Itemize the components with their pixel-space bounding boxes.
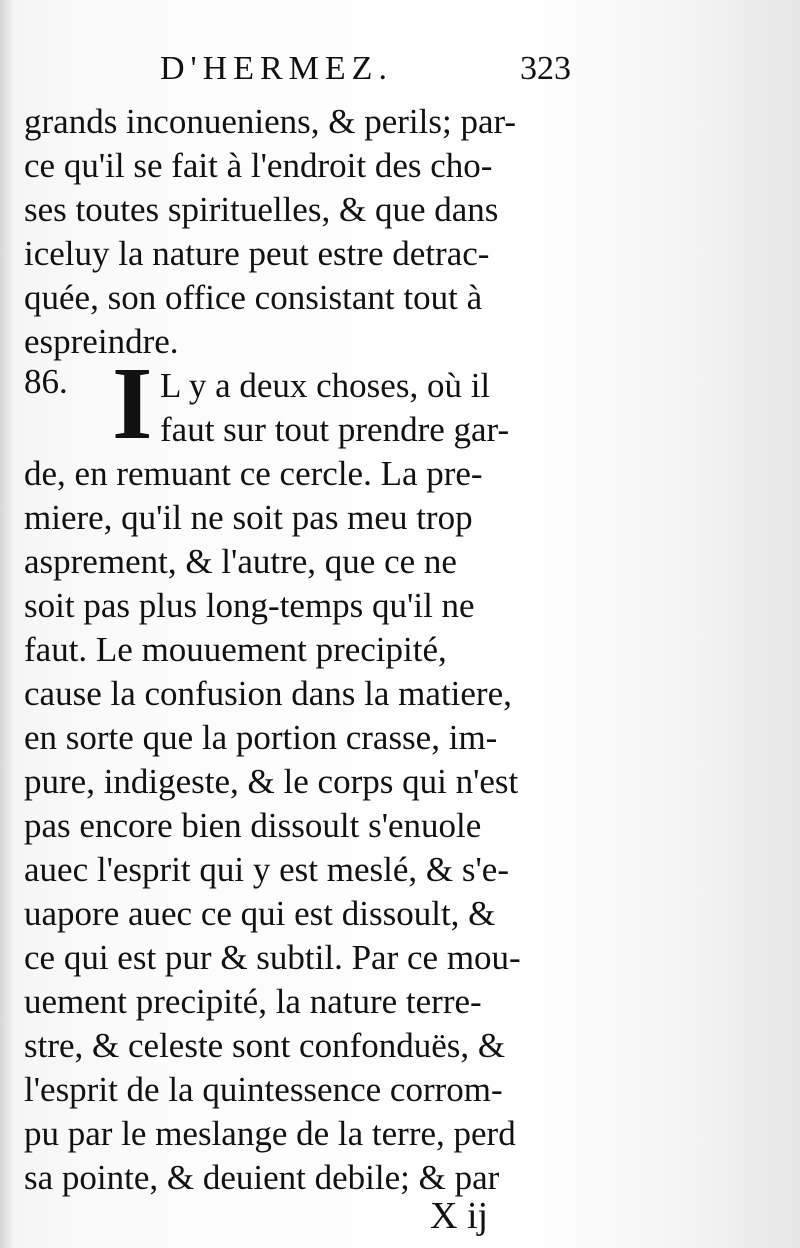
- page-gutter-shadow: [0, 0, 14, 1248]
- running-title: D'HERMEZ.: [160, 50, 393, 87]
- text-line: stre, & celeste sont confonduës, &: [24, 1026, 506, 1065]
- text-line: uapore auec ce qui est dissoult, &: [24, 894, 496, 933]
- text-line: ce qui est pur & subtil. Par ce mou-: [24, 938, 521, 977]
- text-line: asprement, & l'autre, que ce ne: [24, 542, 457, 581]
- text-line: miere, qu'il ne soit pas meu trop: [24, 498, 473, 537]
- text-line: ce qu'il se fait à l'endroit des cho-: [24, 146, 493, 185]
- text-line: faut. Le mouuement precipité,: [24, 630, 447, 669]
- text-line: uement precipité, la nature terre-: [24, 982, 482, 1021]
- text-line: pas encore bien dissoult s'enuole: [24, 806, 482, 845]
- text-line: espreindre.: [24, 322, 179, 361]
- page-header: [0, 50, 800, 94]
- text-line: pu par le meslange de la terre, perd: [24, 1114, 516, 1153]
- page-number: 323: [520, 50, 571, 87]
- text-line: cause la confusion dans la matiere,: [24, 674, 512, 713]
- text-line: quée, son office consistant tout à: [24, 278, 483, 317]
- text-line: auec l'esprit qui y est meslé, & s'e-: [24, 850, 509, 889]
- drop-capital: I: [112, 346, 153, 461]
- text-line: de, en remuant ce cercle. La pre-: [24, 454, 483, 493]
- signature-mark: X ij: [430, 1195, 489, 1237]
- text-line: iceluy la nature peut estre detrac-: [24, 234, 490, 273]
- paragraph-number: 86.: [24, 362, 68, 401]
- text-line: faut sur tout prendre gar-: [160, 410, 510, 449]
- text-line: grands inconueniens, & perils; par-: [24, 102, 517, 141]
- text-line: l'esprit de la quintessence corrom-: [24, 1070, 503, 1109]
- text-line: sa pointe, & deuient debile; & par: [24, 1158, 500, 1197]
- text-line: ses toutes spirituelles, & que dans: [24, 190, 499, 229]
- text-line: L y a deux choses, où il: [160, 366, 491, 405]
- text-line: en sorte que la portion crasse, im-: [24, 718, 498, 757]
- text-line: pure, indigeste, & le corps qui n'est: [24, 762, 519, 801]
- text-line: soit pas plus long-temps qu'il ne: [24, 586, 475, 625]
